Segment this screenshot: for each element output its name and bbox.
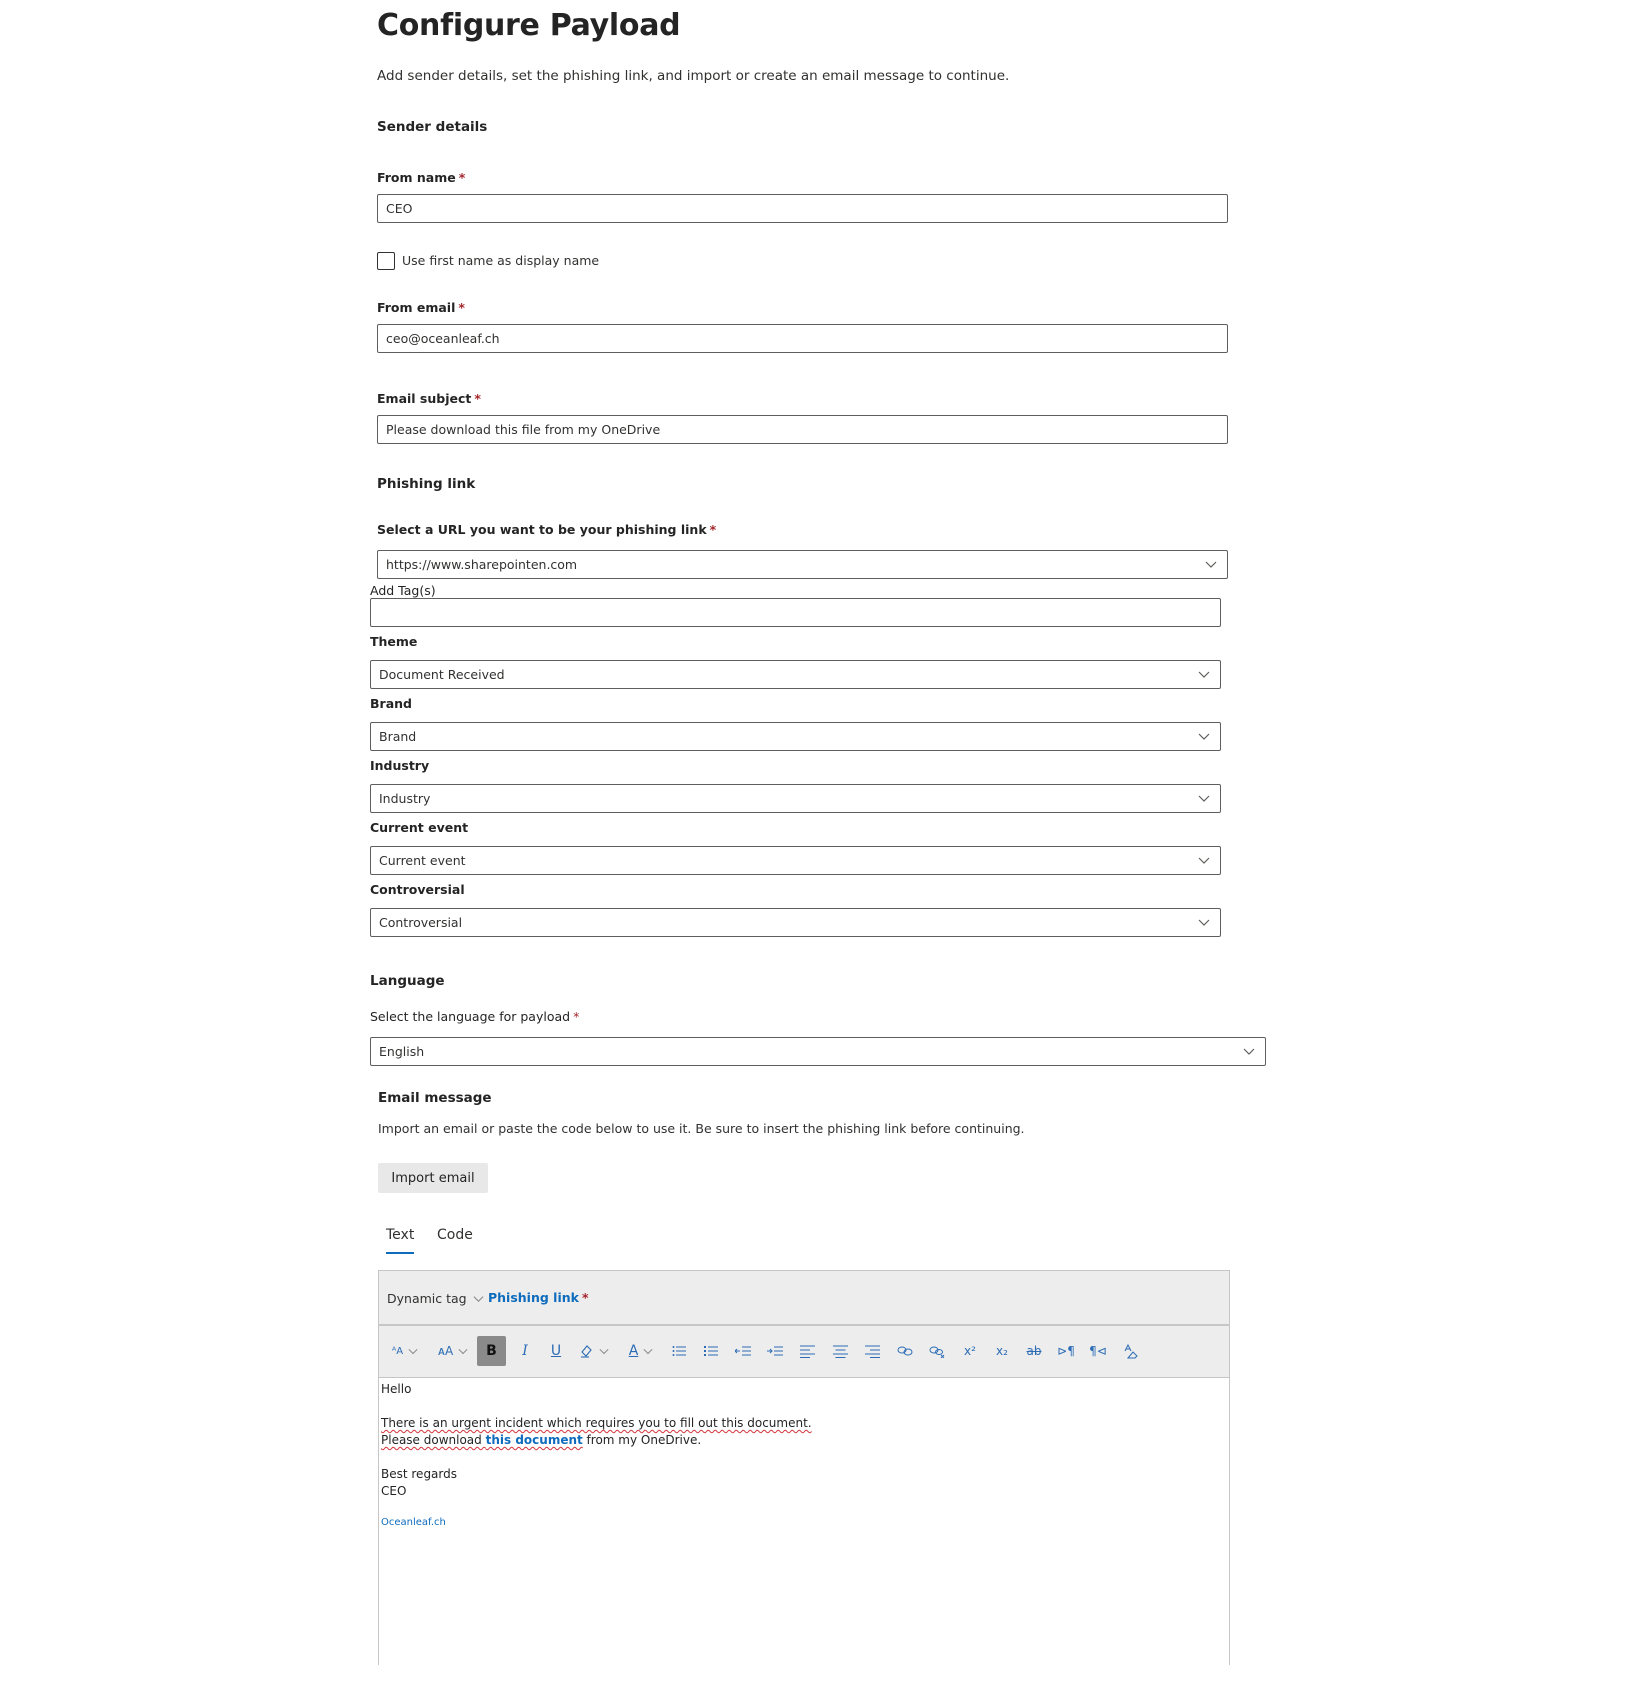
- email-message-description: Import an email or paste the code below to use it. Be sure to insert the phishing link before continuing.: [378, 1121, 1025, 1136]
- brand-select[interactable]: Brand: [370, 722, 1221, 751]
- numbered-list-button[interactable]: [699, 1336, 723, 1366]
- underline-button[interactable]: [544, 1336, 568, 1366]
- rtl-icon: ¶⊲: [1089, 1344, 1107, 1358]
- language-select-label: Select the language for payload *: [370, 1009, 580, 1024]
- dynamic-tag-dropdown[interactable]: Dynamic tag: [387, 1291, 484, 1306]
- phishing-link-text[interactable]: this document: [485, 1433, 583, 1447]
- italic-button[interactable]: [513, 1336, 537, 1366]
- footer-link[interactable]: Oceanleaf.ch: [381, 1517, 446, 1528]
- email-body[interactable]: [381, 1381, 812, 1531]
- use-first-name-checkbox[interactable]: [377, 252, 395, 270]
- bullet-list-icon: [672, 1345, 686, 1357]
- industry-select[interactable]: Industry: [370, 784, 1221, 813]
- tab-code[interactable]: Code: [437, 1227, 473, 1243]
- phishing-url-select[interactable]: https://www.sharepointen.com: [377, 550, 1228, 579]
- clear-format-button[interactable]: [1118, 1336, 1142, 1366]
- chevron-down-icon: [1198, 916, 1210, 928]
- chevron-down-icon: [1198, 668, 1210, 680]
- from-email-input[interactable]: ceo@oceanleaf.ch: [377, 324, 1228, 353]
- controversial-label: Controversial: [370, 882, 465, 897]
- editor-tag-bar: [379, 1271, 1229, 1326]
- chevron-down-icon: [408, 1346, 418, 1356]
- tab-text[interactable]: Text: [386, 1227, 415, 1243]
- required-marker: *: [573, 1009, 580, 1024]
- bold-icon: B: [486, 1343, 497, 1359]
- italic-icon: I: [522, 1343, 528, 1359]
- email-line-1: There is an urgent incident which requires you to fill out this document.: [381, 1416, 812, 1430]
- email-subject-input[interactable]: Please download this file from my OneDrive: [377, 415, 1228, 444]
- decrease-indent-icon: [735, 1345, 751, 1357]
- font-scale-icon: ᴀA: [437, 1344, 454, 1358]
- chevron-down-icon: [458, 1346, 468, 1356]
- email-closing: Best regards: [381, 1467, 458, 1481]
- add-tags-label: Add Tag(s): [370, 583, 436, 598]
- increase-indent-icon: [767, 1345, 783, 1357]
- ltr-icon: ⊳¶: [1057, 1344, 1075, 1358]
- active-tab-indicator: [386, 1252, 414, 1254]
- current-event-label: Current event: [370, 820, 469, 835]
- insert-link-button[interactable]: [893, 1336, 917, 1366]
- font-color-icon: A: [628, 1343, 639, 1359]
- required-marker: *: [458, 170, 466, 185]
- email-message-heading: Email message: [378, 1090, 492, 1106]
- subscript-icon: x₂: [996, 1344, 1008, 1358]
- required-marker: *: [581, 1290, 589, 1305]
- page-subtitle: Add sender details, set the phishing link, and import or create an email message to continue.: [377, 68, 1010, 84]
- email-subject-label: Email subject *: [377, 391, 481, 406]
- phishing-url-label: Select a URL you want to be your phishing link *: [377, 522, 717, 537]
- bold-button[interactable]: [477, 1336, 506, 1366]
- strikethrough-icon: ab: [1026, 1344, 1042, 1358]
- numbered-list-icon: [704, 1345, 718, 1357]
- superscript-icon: x²: [964, 1344, 976, 1358]
- rtl-button[interactable]: [1086, 1336, 1110, 1366]
- insert-link-icon: [897, 1345, 913, 1357]
- highlight-icon: [579, 1343, 595, 1359]
- highlight-button[interactable]: [575, 1336, 613, 1366]
- phishing-link-button[interactable]: Phishing link *: [488, 1290, 589, 1305]
- font-scale-button[interactable]: [435, 1336, 471, 1366]
- font-color-button[interactable]: [624, 1336, 658, 1366]
- phishing-link-heading: Phishing link: [377, 476, 476, 492]
- remove-link-button[interactable]: [925, 1336, 949, 1366]
- font-size-icon: ᴬA: [391, 1345, 404, 1357]
- underline-icon: U: [550, 1343, 562, 1359]
- required-marker: *: [474, 391, 481, 406]
- chevron-down-icon: [1205, 558, 1217, 570]
- required-marker: *: [458, 300, 465, 315]
- import-email-button[interactable]: Import email: [378, 1163, 488, 1193]
- email-signature: CEO: [381, 1484, 407, 1498]
- use-first-name-label[interactable]: Use first name as display name: [402, 253, 600, 268]
- sender-details-heading: Sender details: [377, 119, 488, 135]
- superscript-button[interactable]: [958, 1336, 982, 1366]
- remove-link-icon: [929, 1345, 945, 1358]
- email-editor[interactable]: [378, 1270, 1230, 1665]
- align-right-button[interactable]: [860, 1336, 884, 1366]
- from-name-input[interactable]: CEO: [377, 194, 1228, 223]
- add-tags-input[interactable]: [370, 598, 1221, 627]
- align-left-icon: [800, 1345, 815, 1358]
- ltr-button[interactable]: [1054, 1336, 1078, 1366]
- bullet-list-button[interactable]: [667, 1336, 691, 1366]
- chevron-down-icon: [1198, 854, 1210, 866]
- from-name-label: From name *: [377, 170, 466, 185]
- page-title: Configure Payload: [377, 8, 681, 43]
- strikethrough-button[interactable]: [1022, 1336, 1046, 1366]
- chevron-down-icon: [1243, 1045, 1255, 1057]
- email-line-2: Please download this document from my OneDrive.: [381, 1433, 702, 1447]
- decrease-indent-button[interactable]: [731, 1336, 755, 1366]
- align-center-icon: [833, 1345, 848, 1358]
- required-marker: *: [709, 522, 717, 537]
- language-select[interactable]: English: [370, 1037, 1266, 1066]
- subscript-button[interactable]: [990, 1336, 1014, 1366]
- theme-label: Theme: [370, 634, 418, 649]
- chevron-down-icon: [599, 1346, 609, 1356]
- theme-select[interactable]: Document Received: [370, 660, 1221, 689]
- email-greeting: Hello: [381, 1382, 412, 1396]
- align-center-button[interactable]: [828, 1336, 852, 1366]
- formatting-toolbar: [379, 1326, 1229, 1378]
- current-event-select[interactable]: Current event: [370, 846, 1221, 875]
- industry-label: Industry: [370, 758, 430, 773]
- clear-format-icon: [1123, 1344, 1138, 1359]
- align-right-icon: [865, 1345, 880, 1358]
- brand-label: Brand: [370, 696, 412, 711]
- from-email-label: From email *: [377, 300, 465, 315]
- align-left-button[interactable]: [795, 1336, 819, 1366]
- controversial-select[interactable]: Controversial: [370, 908, 1221, 937]
- chevron-down-icon: [1198, 792, 1210, 804]
- increase-indent-button[interactable]: [763, 1336, 787, 1366]
- chevron-down-icon: [643, 1346, 653, 1356]
- chevron-down-icon: [473, 1293, 484, 1304]
- font-size-button[interactable]: [387, 1336, 423, 1366]
- chevron-down-icon: [1198, 730, 1210, 742]
- language-heading: Language: [370, 973, 445, 989]
